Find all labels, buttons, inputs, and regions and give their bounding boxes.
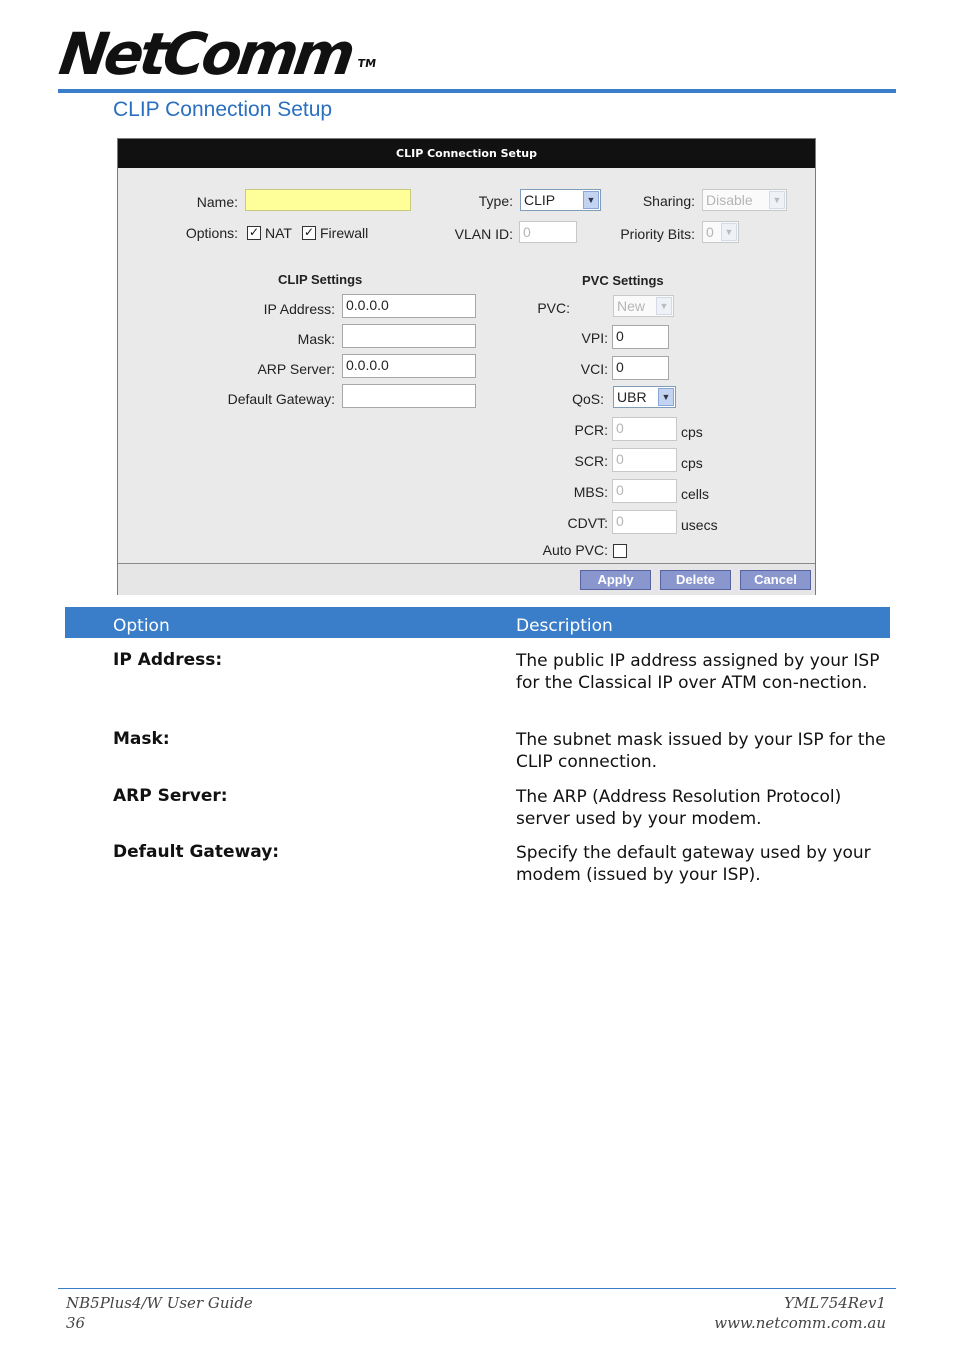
priority-select[interactable]	[702, 221, 739, 243]
table-row-option: ARP Server:	[113, 786, 228, 806]
sharing-select[interactable]	[702, 189, 787, 211]
header-rule	[58, 89, 896, 93]
name-input[interactable]	[245, 189, 411, 211]
chevron-down-icon[interactable]: ▼	[658, 388, 674, 406]
ip-address-input[interactable]: 0.0.0.0	[342, 294, 476, 318]
name-label: Name:	[196, 194, 238, 210]
table-row-description: The subnet mask issued by your ISP for the CLIP connection.	[516, 730, 886, 772]
column-description: Description	[516, 616, 613, 636]
apply-button[interactable]: Apply	[580, 570, 651, 590]
nat-checkbox[interactable]: ✓	[248, 225, 260, 239]
page-number: 36	[66, 1314, 86, 1332]
firewall-label: Firewall	[320, 225, 369, 241]
table-row-description: The public IP address assigned by your ISP for the Classical IP over ATM con-nection.	[516, 651, 880, 693]
website-link[interactable]: www.netcomm.com.au	[714, 1314, 886, 1332]
arp-server-input[interactable]: 0.0.0.0	[342, 354, 476, 378]
chevron-down-icon[interactable]: ▼	[769, 191, 785, 209]
logo-text: NetComm	[55, 20, 356, 88]
type-select[interactable]	[520, 189, 601, 211]
default-gateway-input[interactable]	[342, 384, 476, 408]
default-gateway-label: Default Gateway:	[227, 391, 335, 407]
cancel-button[interactable]: Cancel	[740, 570, 811, 590]
pvc-label: PVC:	[537, 300, 570, 316]
delete-button[interactable]: Delete	[660, 570, 731, 590]
pvc-value: New	[617, 298, 646, 314]
netcomm-logo	[55, 20, 377, 88]
table-row-option: Default Gateway:	[113, 842, 280, 862]
scr-input[interactable]: 0	[612, 448, 677, 472]
mbs-label: MBS:	[573, 484, 608, 500]
mbs-input[interactable]: 0	[612, 479, 677, 503]
pcr-label: PCR:	[574, 422, 608, 438]
ip-address-label: IP Address:	[263, 301, 335, 317]
pvc-select[interactable]	[613, 295, 674, 317]
nat-label: NAT	[265, 225, 292, 241]
scr-label: SCR:	[574, 453, 608, 469]
chevron-down-icon[interactable]: ▼	[656, 297, 672, 315]
guide-title: NB5Plus4/W User Guide	[66, 1294, 253, 1312]
cdvt-input[interactable]: 0	[612, 510, 677, 534]
section-title: CLIP Connection Setup	[113, 98, 333, 121]
revision-code: YML754Rev1	[783, 1294, 886, 1312]
chevron-down-icon[interactable]: ▼	[721, 223, 737, 241]
qos-select[interactable]	[613, 386, 676, 408]
qos-label: QoS:	[572, 391, 604, 407]
table-row-description: Specify the default gateway used by your modem (issued by your ISP).	[516, 843, 871, 885]
firewall-checkbox[interactable]: ✓	[303, 225, 315, 239]
vlan-label: VLAN ID:	[454, 226, 513, 242]
cdvt-unit: usecs	[681, 517, 718, 533]
vci-input[interactable]: 0	[612, 356, 669, 380]
clip-settings-heading: CLIP Settings	[278, 272, 363, 287]
logo-trademark: TM	[356, 57, 377, 70]
pcr-unit: cps	[681, 424, 703, 440]
cdvt-label: CDVT:	[567, 515, 608, 531]
sharing-label: Sharing:	[642, 193, 695, 209]
table-row-option: Mask:	[113, 729, 170, 749]
mask-input[interactable]	[342, 324, 476, 348]
priority-label: Priority Bits:	[620, 226, 695, 242]
table-row-option: IP Address:	[113, 650, 223, 670]
chevron-down-icon[interactable]: ▼	[583, 191, 599, 209]
pvc-settings-heading: PVC Settings	[582, 273, 664, 288]
button-bar	[118, 563, 815, 595]
panel-title: CLIP Connection Setup	[118, 139, 815, 168]
type-value: CLIP	[524, 192, 556, 208]
priority-value: 0	[706, 224, 714, 240]
mask-label: Mask:	[297, 331, 335, 347]
clip-setup-panel	[117, 138, 816, 595]
vci-label: VCI:	[580, 361, 608, 377]
scr-unit: cps	[681, 455, 703, 471]
vlan-input[interactable]: 0	[519, 221, 577, 243]
mbs-unit: cells	[681, 486, 710, 502]
vpi-input[interactable]: 0	[612, 325, 669, 349]
sharing-value: Disable	[706, 192, 753, 208]
column-option: Option	[113, 616, 170, 636]
auto-pvc-checkbox[interactable]	[613, 544, 627, 558]
qos-value: UBR	[617, 389, 647, 405]
footer-rule	[58, 1288, 896, 1289]
table-row-description: The ARP (Address Resolution Protocol) server used by your modem.	[516, 787, 842, 829]
pcr-input[interactable]: 0	[612, 417, 677, 441]
arp-server-label: ARP Server:	[257, 361, 335, 377]
type-label: Type:	[478, 193, 513, 209]
auto-pvc-label: Auto PVC:	[542, 542, 608, 558]
table-header	[65, 607, 890, 638]
vpi-label: VPI:	[581, 330, 608, 346]
options-label: Options:	[185, 225, 238, 241]
